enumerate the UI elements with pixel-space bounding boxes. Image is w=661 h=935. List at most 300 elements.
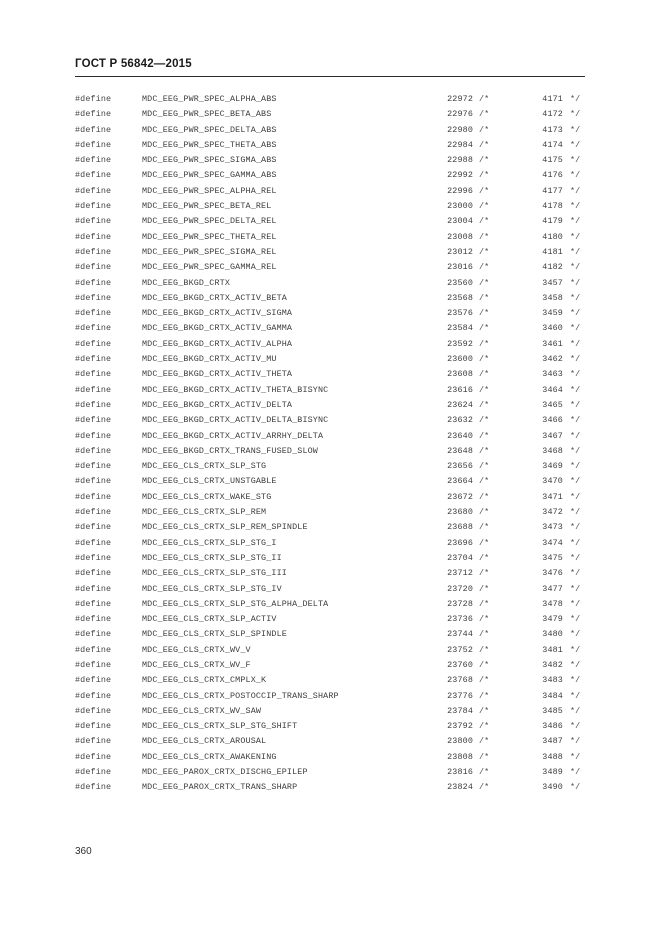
define-keyword: #define bbox=[75, 201, 112, 212]
constant-value: 23624 bbox=[447, 399, 473, 410]
constant-name: MDC_EEG_BKGD_CRTX bbox=[142, 277, 230, 288]
define-keyword: #define bbox=[75, 675, 112, 686]
constant-name: MDC_EEG_PWR_SPEC_ALPHA_ABS bbox=[142, 94, 277, 104]
code-line bbox=[75, 734, 595, 749]
comment-close: */ bbox=[570, 461, 581, 472]
constant-name: MDC_EEG_CLS_CRTX_SLP_REM_SPINDLE bbox=[142, 522, 308, 533]
define-keyword: #define bbox=[75, 94, 112, 104]
constant-value: 22972 bbox=[447, 94, 473, 104]
comment-code: 4180 bbox=[542, 231, 563, 242]
constant-name: MDC_EEG_PWR_SPEC_BETA_REL bbox=[142, 201, 272, 212]
comment-close: */ bbox=[570, 507, 581, 518]
define-keyword: #define bbox=[75, 690, 112, 701]
define-keyword: #define bbox=[75, 246, 112, 257]
code-line bbox=[75, 566, 595, 581]
comment-close: */ bbox=[570, 155, 581, 166]
comment-close: */ bbox=[570, 262, 581, 273]
constant-value: 23760 bbox=[447, 659, 473, 670]
constant-value: 23768 bbox=[447, 675, 473, 686]
constant-value: 23680 bbox=[447, 507, 473, 518]
comment-open: /* bbox=[479, 690, 490, 701]
comment-open: /* bbox=[479, 522, 490, 533]
constant-value: 23640 bbox=[447, 430, 473, 441]
comment-code: 4172 bbox=[542, 109, 563, 120]
comment-code: 3489 bbox=[542, 767, 563, 778]
constant-value: 23712 bbox=[447, 568, 473, 579]
define-keyword: #define bbox=[75, 461, 112, 472]
comment-open: /* bbox=[479, 644, 490, 655]
define-keyword: #define bbox=[75, 216, 112, 227]
code-line bbox=[75, 123, 595, 138]
comment-close: */ bbox=[570, 430, 581, 441]
constant-name: MDC_EEG_BKGD_CRTX_ACTIV_SIGMA bbox=[142, 308, 293, 319]
comment-open: /* bbox=[479, 445, 490, 456]
constant-name: MDC_EEG_BKGD_CRTX_ACTIV_DELTA bbox=[142, 399, 293, 410]
comment-open: /* bbox=[479, 139, 490, 150]
constant-name: MDC_EEG_CLS_CRTX_WV_F bbox=[142, 659, 251, 670]
comment-open: /* bbox=[479, 170, 490, 181]
comment-close: */ bbox=[570, 170, 581, 181]
define-keyword: #define bbox=[75, 323, 112, 334]
comment-close: */ bbox=[570, 292, 581, 303]
comment-close: */ bbox=[570, 246, 581, 257]
constant-name: MDC_EEG_BKGD_CRTX_ACTIV_THETA bbox=[142, 369, 293, 380]
define-keyword: #define bbox=[75, 338, 112, 349]
constant-value: 23704 bbox=[447, 552, 473, 563]
constant-value: 23560 bbox=[447, 277, 473, 288]
constant-value: 23792 bbox=[447, 721, 473, 732]
define-keyword: #define bbox=[75, 124, 112, 135]
comment-code: 3468 bbox=[542, 445, 563, 456]
constant-name: MDC_EEG_PWR_SPEC_SIGMA_ABS bbox=[142, 155, 277, 166]
define-keyword: #define bbox=[75, 354, 112, 365]
define-keyword: #define bbox=[75, 445, 112, 456]
comment-code: 3478 bbox=[542, 598, 563, 609]
constant-value: 23008 bbox=[447, 231, 473, 242]
constant-name: MDC_EEG_CLS_CRTX_AROUSAL bbox=[142, 736, 267, 747]
comment-open: /* bbox=[479, 659, 490, 670]
comment-code: 4181 bbox=[542, 246, 563, 257]
comment-close: */ bbox=[570, 751, 581, 762]
comment-close: */ bbox=[570, 491, 581, 502]
constant-value: 23012 bbox=[447, 246, 473, 257]
comment-open: /* bbox=[479, 583, 490, 594]
constant-name: MDC_EEG_CLS_CRTX_SLP_STG_III bbox=[142, 568, 287, 579]
comment-code: 3483 bbox=[542, 675, 563, 686]
define-keyword: #define bbox=[75, 644, 112, 655]
comment-close: */ bbox=[570, 598, 581, 609]
comment-code: 3458 bbox=[542, 292, 563, 303]
code-line bbox=[75, 168, 595, 183]
define-keyword: #define bbox=[75, 384, 112, 395]
code-line bbox=[75, 184, 595, 199]
comment-close: */ bbox=[570, 767, 581, 778]
comment-open: /* bbox=[479, 675, 490, 686]
define-keyword: #define bbox=[75, 721, 112, 732]
code-line bbox=[75, 245, 595, 260]
code-line bbox=[75, 337, 595, 352]
comment-close: */ bbox=[570, 675, 581, 686]
constant-value: 23004 bbox=[447, 216, 473, 227]
define-keyword: #define bbox=[75, 552, 112, 563]
constant-value: 23808 bbox=[447, 751, 473, 762]
constant-name: MDC_EEG_CLS_CRTX_SLP_STG_ALPHA_DELTA bbox=[142, 598, 329, 609]
constant-name: MDC_EEG_CLS_CRTX_SLP_STG_II bbox=[142, 552, 282, 563]
define-keyword: #define bbox=[75, 568, 112, 579]
constant-name: MDC_EEG_BKGD_CRTX_ACTIV_THETA_BISYNC bbox=[142, 384, 329, 395]
constant-value: 23688 bbox=[447, 522, 473, 533]
constant-value: 23816 bbox=[447, 767, 473, 778]
define-keyword: #define bbox=[75, 430, 112, 441]
comment-code: 4182 bbox=[542, 262, 563, 273]
comment-code: 3476 bbox=[542, 568, 563, 579]
code-line bbox=[75, 704, 595, 719]
comment-code: 3470 bbox=[542, 476, 563, 487]
comment-code: 4176 bbox=[542, 170, 563, 181]
code-line bbox=[75, 398, 595, 413]
comment-code: 3475 bbox=[542, 552, 563, 563]
comment-open: /* bbox=[479, 430, 490, 441]
comment-code: 3457 bbox=[542, 277, 563, 288]
code-line bbox=[75, 536, 595, 551]
constant-name: MDC_EEG_BKGD_CRTX_ACTIV_MU bbox=[142, 354, 277, 365]
comment-code: 3465 bbox=[542, 399, 563, 410]
comment-code: 3462 bbox=[542, 354, 563, 365]
comment-open: /* bbox=[479, 231, 490, 242]
define-keyword: #define bbox=[75, 583, 112, 594]
define-keyword: #define bbox=[75, 415, 112, 426]
constant-name: MDC_EEG_CLS_CRTX_SLP_REM bbox=[142, 507, 267, 518]
comment-open: /* bbox=[479, 246, 490, 257]
comment-close: */ bbox=[570, 614, 581, 625]
comment-code: 3480 bbox=[542, 629, 563, 640]
constant-value: 23584 bbox=[447, 323, 473, 334]
comment-open: /* bbox=[479, 94, 490, 104]
comment-code: 3481 bbox=[542, 644, 563, 655]
comment-open: /* bbox=[479, 262, 490, 273]
comment-open: /* bbox=[479, 201, 490, 212]
code-line bbox=[75, 260, 595, 275]
constant-name: MDC_EEG_CLS_CRTX_WV_V bbox=[142, 644, 251, 655]
define-keyword: #define bbox=[75, 369, 112, 380]
define-keyword: #define bbox=[75, 231, 112, 242]
code-line bbox=[75, 138, 595, 153]
comment-open: /* bbox=[479, 323, 490, 334]
comment-close: */ bbox=[570, 568, 581, 579]
comment-close: */ bbox=[570, 522, 581, 533]
comment-code: 3490 bbox=[542, 782, 563, 793]
define-keyword: #define bbox=[75, 277, 112, 288]
define-keyword: #define bbox=[75, 537, 112, 548]
define-keyword: #define bbox=[75, 659, 112, 670]
define-keyword: #define bbox=[75, 705, 112, 716]
constant-name: MDC_EEG_CLS_CRTX_WAKE_STG bbox=[142, 491, 272, 502]
comment-open: /* bbox=[479, 155, 490, 166]
comment-code: 3471 bbox=[542, 491, 563, 502]
constant-value: 22984 bbox=[447, 139, 473, 150]
comment-open: /* bbox=[479, 109, 490, 120]
comment-open: /* bbox=[479, 721, 490, 732]
constant-value: 22976 bbox=[447, 109, 473, 120]
comment-open: /* bbox=[479, 338, 490, 349]
code-line bbox=[75, 429, 595, 444]
comment-close: */ bbox=[570, 109, 581, 120]
comment-code: 3467 bbox=[542, 430, 563, 441]
comment-open: /* bbox=[479, 537, 490, 548]
comment-code: 3485 bbox=[542, 705, 563, 716]
comment-code: 4174 bbox=[542, 139, 563, 150]
constant-value: 23000 bbox=[447, 201, 473, 212]
header-divider bbox=[75, 76, 585, 77]
constant-value: 23776 bbox=[447, 690, 473, 701]
comment-code: 4178 bbox=[542, 201, 563, 212]
constant-value: 23824 bbox=[447, 782, 473, 793]
constant-value: 22988 bbox=[447, 155, 473, 166]
define-keyword: #define bbox=[75, 598, 112, 609]
define-keyword: #define bbox=[75, 491, 112, 502]
constant-value: 23592 bbox=[447, 338, 473, 349]
constant-name: MDC_EEG_CLS_CRTX_UNSTGABLE bbox=[142, 476, 277, 487]
comment-open: /* bbox=[479, 767, 490, 778]
comment-close: */ bbox=[570, 445, 581, 456]
comment-close: */ bbox=[570, 690, 581, 701]
comment-code: 4173 bbox=[542, 124, 563, 135]
constant-name: MDC_EEG_PWR_SPEC_BETA_ABS bbox=[142, 109, 272, 120]
constant-value: 23656 bbox=[447, 461, 473, 472]
comment-close: */ bbox=[570, 94, 581, 104]
define-keyword: #define bbox=[75, 109, 112, 120]
constant-value: 23696 bbox=[447, 537, 473, 548]
comment-close: */ bbox=[570, 369, 581, 380]
define-keyword: #define bbox=[75, 292, 112, 303]
define-keyword: #define bbox=[75, 139, 112, 150]
constant-name: MDC_EEG_PWR_SPEC_THETA_REL bbox=[142, 231, 277, 242]
constant-name: MDC_EEG_PWR_SPEC_ALPHA_REL bbox=[142, 185, 277, 196]
comment-open: /* bbox=[479, 277, 490, 288]
constant-name: MDC_EEG_CLS_CRTX_SLP_STG_IV bbox=[142, 583, 282, 594]
constant-name: MDC_EEG_CLS_CRTX_AWAKENING bbox=[142, 751, 277, 762]
define-keyword: #define bbox=[75, 629, 112, 640]
code-line bbox=[75, 597, 595, 612]
comment-close: */ bbox=[570, 537, 581, 548]
code-line bbox=[75, 780, 595, 795]
comment-code: 3466 bbox=[542, 415, 563, 426]
define-keyword: #define bbox=[75, 262, 112, 273]
comment-code: 3472 bbox=[542, 507, 563, 518]
code-line bbox=[75, 765, 595, 780]
define-keyword: #define bbox=[75, 185, 112, 196]
constant-value: 23016 bbox=[447, 262, 473, 273]
constant-value: 23784 bbox=[447, 705, 473, 716]
comment-code: 4171 bbox=[542, 94, 563, 104]
comment-open: /* bbox=[479, 399, 490, 410]
code-line bbox=[75, 321, 595, 336]
constant-name: MDC_EEG_CLS_CRTX_SLP_SPINDLE bbox=[142, 629, 287, 640]
comment-open: /* bbox=[479, 491, 490, 502]
define-keyword: #define bbox=[75, 614, 112, 625]
code-line bbox=[75, 689, 595, 704]
comment-close: */ bbox=[570, 277, 581, 288]
comment-open: /* bbox=[479, 751, 490, 762]
code-line bbox=[75, 658, 595, 673]
comment-close: */ bbox=[570, 354, 581, 365]
constant-value: 23632 bbox=[447, 415, 473, 426]
code-line bbox=[75, 276, 595, 291]
code-line bbox=[75, 383, 595, 398]
constant-value: 23576 bbox=[447, 308, 473, 319]
code-line bbox=[75, 214, 595, 229]
comment-open: /* bbox=[479, 782, 490, 793]
constant-value: 23736 bbox=[447, 614, 473, 625]
comment-close: */ bbox=[570, 338, 581, 349]
code-line bbox=[75, 444, 595, 459]
comment-close: */ bbox=[570, 201, 581, 212]
code-line bbox=[75, 520, 595, 535]
constant-value: 23744 bbox=[447, 629, 473, 640]
constant-name: MDC_EEG_BKGD_CRTX_ACTIV_GAMMA bbox=[142, 323, 293, 334]
define-keyword: #define bbox=[75, 507, 112, 518]
comment-close: */ bbox=[570, 659, 581, 670]
code-line bbox=[75, 719, 595, 734]
code-line bbox=[75, 291, 595, 306]
constant-name: MDC_EEG_PWR_SPEC_GAMMA_REL bbox=[142, 262, 277, 273]
constant-value: 23648 bbox=[447, 445, 473, 456]
comment-close: */ bbox=[570, 231, 581, 242]
constant-value: 23672 bbox=[447, 491, 473, 502]
comment-code: 3479 bbox=[542, 614, 563, 625]
constant-value: 22980 bbox=[447, 124, 473, 135]
constant-name: MDC_EEG_PAROX_CRTX_DISCHG_EPILEP bbox=[142, 767, 308, 778]
comment-close: */ bbox=[570, 476, 581, 487]
comment-open: /* bbox=[479, 292, 490, 303]
comment-code: 3459 bbox=[542, 308, 563, 319]
page-number: 360 bbox=[75, 846, 92, 857]
comment-code: 3473 bbox=[542, 522, 563, 533]
comment-close: */ bbox=[570, 721, 581, 732]
constant-value: 23728 bbox=[447, 598, 473, 609]
comment-close: */ bbox=[570, 415, 581, 426]
define-keyword: #define bbox=[75, 751, 112, 762]
code-line bbox=[75, 352, 595, 367]
comment-open: /* bbox=[479, 507, 490, 518]
comment-open: /* bbox=[479, 415, 490, 426]
comment-open: /* bbox=[479, 216, 490, 227]
comment-open: /* bbox=[479, 736, 490, 747]
comment-code: 4179 bbox=[542, 216, 563, 227]
code-line bbox=[75, 367, 595, 382]
code-line bbox=[75, 413, 595, 428]
comment-close: */ bbox=[570, 323, 581, 334]
comment-code: 3486 bbox=[542, 721, 563, 732]
comment-code: 4175 bbox=[542, 155, 563, 166]
comment-close: */ bbox=[570, 736, 581, 747]
comment-close: */ bbox=[570, 552, 581, 563]
constant-value: 23600 bbox=[447, 354, 473, 365]
constant-value: 23616 bbox=[447, 384, 473, 395]
code-line bbox=[75, 490, 595, 505]
comment-open: /* bbox=[479, 476, 490, 487]
constant-name: MDC_EEG_CLS_CRTX_WV_SAW bbox=[142, 705, 262, 716]
constant-name: MDC_EEG_PWR_SPEC_THETA_ABS bbox=[142, 139, 277, 150]
code-listing bbox=[75, 92, 595, 796]
comment-code: 3463 bbox=[542, 369, 563, 380]
comment-open: /* bbox=[479, 384, 490, 395]
define-keyword: #define bbox=[75, 782, 112, 793]
comment-code: 3464 bbox=[542, 384, 563, 395]
comment-open: /* bbox=[479, 369, 490, 380]
comment-close: */ bbox=[570, 185, 581, 196]
comment-code: 4177 bbox=[542, 185, 563, 196]
comment-code: 3484 bbox=[542, 690, 563, 701]
comment-open: /* bbox=[479, 552, 490, 563]
code-line bbox=[75, 153, 595, 168]
comment-open: /* bbox=[479, 354, 490, 365]
constant-name: MDC_EEG_PWR_SPEC_SIGMA_REL bbox=[142, 246, 277, 257]
comment-code: 3482 bbox=[542, 659, 563, 670]
comment-open: /* bbox=[479, 705, 490, 716]
comment-close: */ bbox=[570, 139, 581, 150]
comment-close: */ bbox=[570, 705, 581, 716]
code-line bbox=[75, 107, 595, 122]
comment-code: 3469 bbox=[542, 461, 563, 472]
constant-value: 23608 bbox=[447, 369, 473, 380]
define-keyword: #define bbox=[75, 170, 112, 181]
constant-value: 23752 bbox=[447, 644, 473, 655]
comment-close: */ bbox=[570, 644, 581, 655]
comment-close: */ bbox=[570, 629, 581, 640]
comment-open: /* bbox=[479, 461, 490, 472]
comment-open: /* bbox=[479, 614, 490, 625]
comment-open: /* bbox=[479, 185, 490, 196]
code-line bbox=[75, 551, 595, 566]
comment-close: */ bbox=[570, 399, 581, 410]
constant-value: 22996 bbox=[447, 185, 473, 196]
code-line bbox=[75, 627, 595, 642]
comment-close: */ bbox=[570, 384, 581, 395]
constant-value: 23800 bbox=[447, 736, 473, 747]
constant-name: MDC_EEG_BKGD_CRTX_TRANS_FUSED_SLOW bbox=[142, 445, 318, 456]
constant-name: MDC_EEG_CLS_CRTX_SLP_STG bbox=[142, 461, 267, 472]
comment-close: */ bbox=[570, 308, 581, 319]
define-keyword: #define bbox=[75, 522, 112, 533]
comment-close: */ bbox=[570, 782, 581, 793]
comment-code: 3460 bbox=[542, 323, 563, 334]
comment-open: /* bbox=[479, 568, 490, 579]
code-line bbox=[75, 474, 595, 489]
constant-name: MDC_EEG_PWR_SPEC_DELTA_REL bbox=[142, 216, 277, 227]
constant-value: 23664 bbox=[447, 476, 473, 487]
constant-name: MDC_EEG_BKGD_CRTX_ACTIV_ALPHA bbox=[142, 338, 293, 349]
constant-value: 22992 bbox=[447, 170, 473, 181]
code-line bbox=[75, 673, 595, 688]
comment-code: 3474 bbox=[542, 537, 563, 548]
comment-open: /* bbox=[479, 124, 490, 135]
define-keyword: #define bbox=[75, 155, 112, 166]
code-line bbox=[75, 750, 595, 765]
constant-name: MDC_EEG_CLS_CRTX_POSTOCCIP_TRANS_SHARP bbox=[142, 690, 339, 701]
define-keyword: #define bbox=[75, 476, 112, 487]
constant-name: MDC_EEG_CLS_CRTX_SLP_STG_SHIFT bbox=[142, 721, 298, 732]
constant-value: 23568 bbox=[447, 292, 473, 303]
define-keyword: #define bbox=[75, 308, 112, 319]
define-keyword: #define bbox=[75, 767, 112, 778]
comment-open: /* bbox=[479, 629, 490, 640]
code-line bbox=[75, 306, 595, 321]
code-line bbox=[75, 582, 595, 597]
constant-name: MDC_EEG_CLS_CRTX_SLP_STG_I bbox=[142, 537, 277, 548]
constant-name: MDC_EEG_CLS_CRTX_CMPLX_K bbox=[142, 675, 267, 686]
constant-name: MDC_EEG_PAROX_CRTX_TRANS_SHARP bbox=[142, 782, 298, 793]
